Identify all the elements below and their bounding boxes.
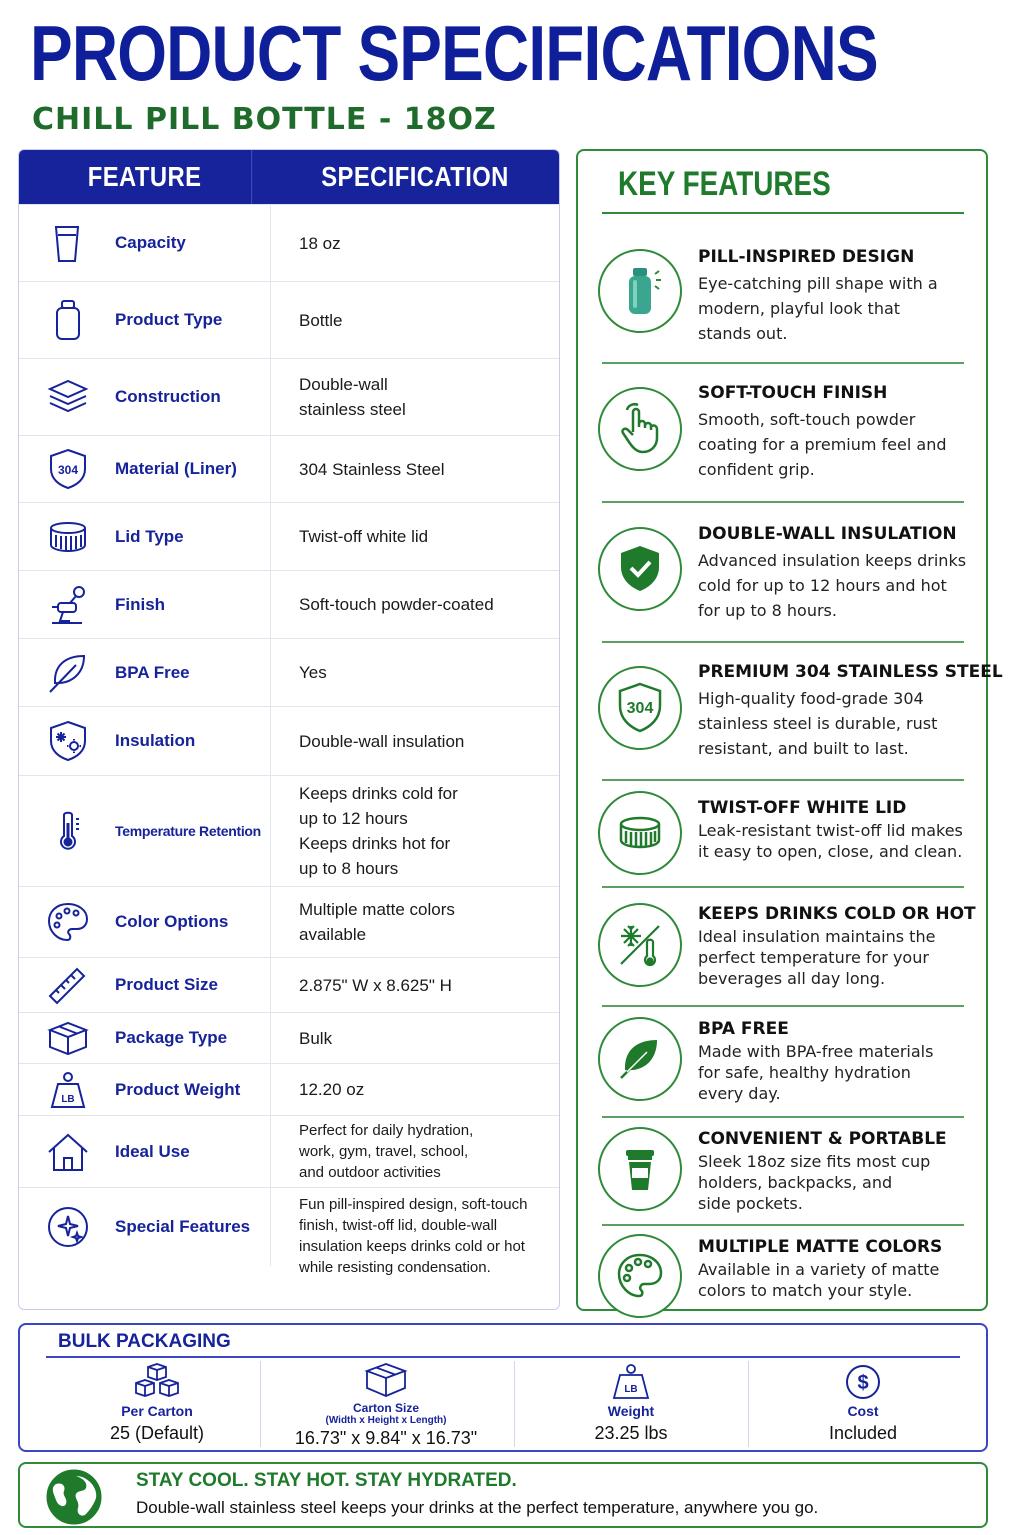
palette-icon bbox=[41, 899, 95, 945]
spec-label: Product Weight bbox=[115, 1079, 241, 1099]
table-row bbox=[19, 638, 559, 706]
spec-label: Material (Liner) bbox=[115, 459, 237, 478]
divider bbox=[602, 1116, 964, 1118]
spec-label: Color Options bbox=[115, 912, 229, 931]
spec-label: BPA Free bbox=[115, 662, 190, 682]
bottle-icon bbox=[41, 297, 95, 343]
svg-text:LB: LB bbox=[624, 1384, 638, 1395]
weight-icon bbox=[41, 1067, 95, 1113]
feature-desc: Smooth, soft-touch powder coating for a premium feel and confident grip. bbox=[698, 410, 947, 479]
spec-label: Product Size bbox=[115, 975, 218, 994]
bulk-label: Weight bbox=[607, 1403, 655, 1419]
table-row bbox=[19, 1012, 559, 1063]
feature-desc: Advanced insulation keeps drinks cold for up to 12 hours and hot for up to 8 hours. bbox=[698, 551, 967, 620]
bulk-sublabel: (Width x Height x Length) bbox=[325, 1415, 447, 1426]
table-row bbox=[19, 435, 559, 502]
bulk-packaging-panel bbox=[18, 1323, 988, 1452]
spray-gun-icon bbox=[41, 582, 95, 628]
spec-value: 12.20 oz bbox=[299, 1080, 365, 1099]
box-icon bbox=[41, 1015, 95, 1061]
bulk-carton-size bbox=[260, 1361, 512, 1447]
table-row bbox=[19, 957, 559, 1012]
shield-304-icon bbox=[41, 446, 95, 492]
spec-label: Finish bbox=[115, 594, 166, 614]
feature-desc: Available in a variety of matte colors to match your style. bbox=[698, 1260, 940, 1300]
bulk-label: Per Carton bbox=[121, 1403, 193, 1419]
spec-table bbox=[18, 149, 560, 1310]
spec-value: Twist-off white lid bbox=[299, 527, 429, 546]
globe-icon bbox=[42, 1468, 106, 1526]
feature-title: CONVENIENT & PORTABLE bbox=[698, 1129, 947, 1149]
bulk-cost bbox=[748, 1361, 978, 1447]
spec-value: Fun pill-inspired design, soft-touch finish, twist-off lid, double-wall insulation keeps drinks cold or hot while resisting condensation. bbox=[299, 1196, 528, 1276]
table-row bbox=[19, 502, 559, 570]
divider bbox=[602, 641, 964, 643]
travel-cup-icon bbox=[598, 1127, 682, 1211]
banner-text: Double-wall stainless steel keeps your drinks at the perfect temperature, anywhere you go. bbox=[136, 1498, 819, 1517]
table-row bbox=[19, 706, 559, 775]
spec-label: Special Features bbox=[115, 1217, 251, 1236]
table-row bbox=[19, 281, 559, 358]
feature-title: KEEPS DRINKS COLD OR HOT bbox=[698, 904, 976, 924]
table-row bbox=[19, 886, 559, 957]
layers-icon bbox=[41, 374, 95, 420]
boxes-icon bbox=[132, 1361, 182, 1401]
col-header-specification: SPECIFICATION bbox=[321, 161, 509, 192]
sparkle-icon bbox=[41, 1204, 95, 1250]
divider bbox=[602, 1005, 964, 1007]
feature-title: PREMIUM 304 STAINLESS STEEL bbox=[698, 662, 1003, 682]
bulk-value: Included bbox=[828, 1423, 898, 1443]
divider bbox=[602, 886, 964, 888]
svg-text:LB: LB bbox=[61, 1093, 75, 1105]
box-icon bbox=[361, 1361, 411, 1399]
feature-desc: Made with BPA-free materials for safe, healthy hydration every day. bbox=[698, 1042, 934, 1103]
table-row bbox=[19, 1115, 559, 1187]
house-icon bbox=[41, 1129, 95, 1175]
spec-value: Multiple matte colors available bbox=[299, 900, 455, 944]
page-title: PRODUCT SPECIFICATIONS bbox=[30, 9, 878, 97]
shield-check-icon bbox=[598, 527, 682, 611]
shield-snow-sun-icon bbox=[41, 718, 95, 764]
spec-value: Bottle bbox=[299, 310, 343, 330]
feature-title: MULTIPLE MATTE COLORS bbox=[698, 1237, 943, 1257]
bulk-value: 25 (Default) bbox=[109, 1423, 205, 1443]
svg-text:$: $ bbox=[857, 1372, 869, 1394]
feature-title: TWIST-OFF WHITE LID bbox=[698, 798, 907, 818]
table-row bbox=[19, 1063, 559, 1115]
feature-desc: Eye-catching pill shape with a modern, playful look that stands out. bbox=[698, 274, 938, 343]
spec-value: Yes bbox=[299, 663, 327, 682]
table-row bbox=[19, 570, 559, 638]
ruler-icon bbox=[41, 962, 95, 1008]
feature-desc: High-quality food-grade 304 stainless steel is durable, rust resistant, and built to last. bbox=[698, 689, 938, 758]
table-row bbox=[19, 1187, 559, 1310]
shield-304-icon bbox=[598, 666, 682, 750]
spec-label: Temperature Retention bbox=[115, 823, 261, 839]
bulk-label: Carton Size bbox=[352, 1401, 419, 1415]
spec-label: Package Type bbox=[115, 1028, 228, 1047]
spec-value: Soft-touch powder-coated bbox=[299, 595, 494, 614]
touch-hand-icon bbox=[598, 387, 682, 471]
divider bbox=[602, 1224, 964, 1226]
table-row bbox=[19, 775, 559, 886]
key-features-panel bbox=[576, 149, 1003, 1311]
page-subtitle: CHILL PILL BOTTLE - 18OZ bbox=[32, 102, 497, 137]
feature-desc: Leak-resistant twist-off lid makes it easy to open, close, and clean. bbox=[698, 821, 963, 861]
divider bbox=[46, 1356, 960, 1358]
lid-icon bbox=[41, 514, 95, 560]
footer-banner bbox=[18, 1462, 988, 1528]
bulk-label: Cost bbox=[847, 1403, 879, 1419]
bulk-value: 16.73" x 9.84" x 16.73" bbox=[294, 1428, 478, 1448]
divider bbox=[602, 362, 964, 364]
palette-icon bbox=[598, 1234, 682, 1318]
table-row bbox=[19, 358, 559, 435]
dollar-icon bbox=[838, 1361, 888, 1401]
snow-thermo-icon bbox=[598, 903, 682, 987]
bulk-value: 23.25 lbs bbox=[594, 1423, 668, 1443]
feature-desc: Sleek 18oz size fits most cup holders, backpacks, and side pockets. bbox=[698, 1152, 931, 1213]
thermometer-icon bbox=[41, 808, 95, 854]
lid-icon bbox=[598, 791, 682, 875]
col-header-feature: FEATURE bbox=[38, 150, 252, 204]
banner-headline: STAY COOL. STAY HOT. STAY HYDRATED. bbox=[136, 1470, 517, 1491]
spec-value: 2.875" W x 8.625" H bbox=[299, 975, 452, 995]
bulk-per-carton bbox=[52, 1361, 262, 1447]
cup-icon bbox=[41, 220, 95, 266]
divider bbox=[602, 212, 964, 214]
spec-label: Construction bbox=[115, 387, 221, 406]
feature-title: DOUBLE-WALL INSULATION bbox=[698, 524, 957, 544]
spec-label: Product Type bbox=[115, 310, 223, 329]
weight-icon bbox=[606, 1361, 656, 1401]
bulk-packaging-title: BULK PACKAGING bbox=[58, 1331, 231, 1352]
spec-value: Double-wall stainless steel bbox=[299, 375, 406, 419]
feature-title: PILL-INSPIRED DESIGN bbox=[698, 247, 915, 267]
spec-value: 304 Stainless Steel bbox=[299, 459, 445, 479]
spec-value: Bulk bbox=[299, 1028, 333, 1048]
spec-value: Keeps drinks cold for up to 12 hours Keeps drinks hot for up to 8 hours bbox=[299, 784, 458, 878]
leaf-icon bbox=[598, 1017, 682, 1101]
key-features-title: KEY FEATURES bbox=[618, 165, 831, 203]
feature-title: SOFT-TOUCH FINISH bbox=[698, 383, 888, 403]
spec-value: Perfect for daily hydration, work, gym, travel, school, and outdoor activities bbox=[299, 1122, 474, 1181]
svg-text:304: 304 bbox=[57, 463, 79, 477]
spec-label: Capacity bbox=[115, 233, 186, 252]
spec-label: Lid Type bbox=[115, 526, 184, 546]
svg-text:304: 304 bbox=[626, 700, 654, 717]
spec-label: Ideal Use bbox=[115, 1141, 190, 1161]
spec-value: Double-wall insulation bbox=[299, 731, 465, 751]
bulk-weight bbox=[514, 1361, 748, 1447]
spec-value: 18 oz bbox=[299, 233, 341, 253]
divider bbox=[602, 501, 964, 503]
spec-label: Insulation bbox=[115, 731, 196, 750]
feature-desc: Ideal insulation maintains the perfect temperature for your beverages all day long. bbox=[698, 927, 936, 988]
feature-title: BPA FREE bbox=[698, 1019, 789, 1039]
leaf-icon bbox=[41, 650, 95, 696]
pill-bottle-icon bbox=[598, 249, 682, 333]
divider bbox=[602, 779, 964, 781]
spec-table-header bbox=[19, 150, 559, 204]
table-row bbox=[19, 204, 559, 281]
